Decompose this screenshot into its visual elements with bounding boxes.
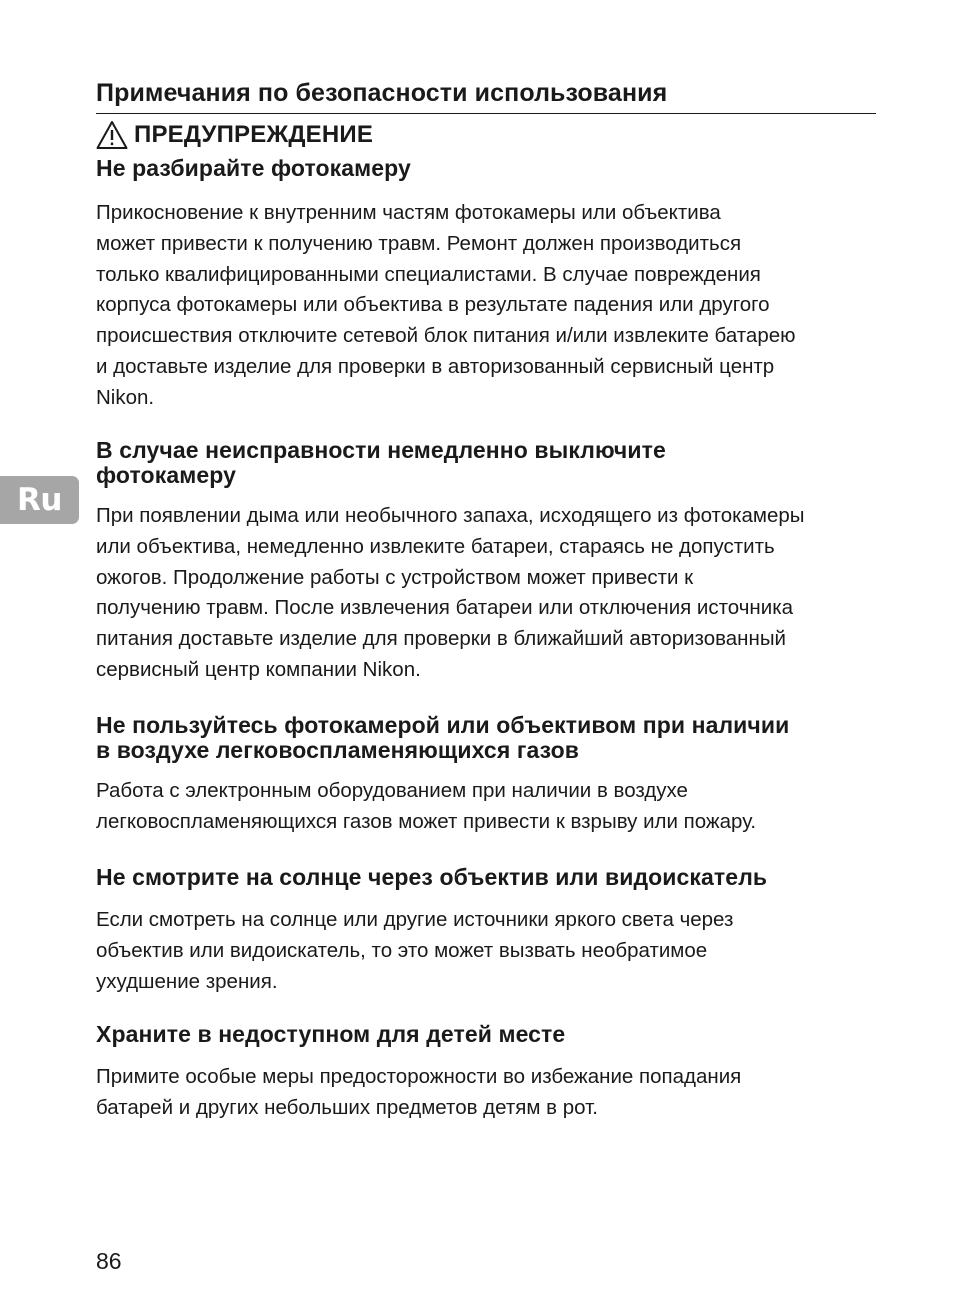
warning-triangle-icon: [96, 120, 128, 150]
section-body: Если смотреть на солнце или другие источники яркого света через объектив или видоискатель, то это может вызвать необратимое ухудшение зрения.: [96, 908, 734, 993]
section-body: Прикосновение к внутренним частям фотокамеры или объектива может привести к получению травм. Ремонт должен производиться только квалифицированными специалистами. В случае повреждения корпуса фотокамеры или объектива в результате падения или другого происшествия отключите сетевой блок питания и/или извлеките батарею и доставьте изделие для проверки в авторизованный сервисный центр Nikon.: [96, 201, 796, 409]
warning-label: ПРЕДУПРЕЖДЕНИЕ: [134, 121, 374, 148]
language-tab-label: Ru: [17, 482, 62, 518]
warning-header: [96, 118, 373, 152]
section-body: Работа с электронным оборудованием при наличии в воздухе легковоспламеняющихся газов может привести к взрыву или пожару.: [96, 779, 757, 833]
section-malfunction: [96, 438, 886, 686]
language-tab: [0, 476, 79, 524]
section-flammable-gas: [96, 713, 886, 838]
section-disassembly: [96, 156, 886, 414]
section-body: При появлении дыма или необычного запаха, исходящего из фотокамеры или объектива, немедленно извлеките батареи, стараясь не допустить ожогов. Продолжение работы с устройством может привести к получению травм. После извлечения батареи или отключения источника питания доставьте изделие для проверки в ближайший авторизованный сервисный центр компании Nikon.: [96, 504, 805, 681]
page-number: 86: [96, 1248, 122, 1274]
section-sun: [96, 865, 886, 997]
section-heading: Не смотрите на солнце через объектив или видоискатель: [96, 864, 768, 890]
section-heading: Не пользуйтесь фотокамерой или объективом при наличии в воздухе легковоспламеняющихся газов: [96, 712, 790, 763]
section-children: [96, 1022, 886, 1124]
page-title: Примечания по безопасности использования: [96, 76, 876, 114]
section-heading: Не разбирайте фотокамеру: [96, 155, 411, 181]
section-heading: В случае неисправности немедленно выключите фотокамеру: [96, 437, 666, 488]
section-body: Примите особые меры предосторожности во избежание попадания батарей и других небольших предметов детям в рот.: [96, 1065, 742, 1119]
section-heading: Храните в недоступном для детей месте: [96, 1021, 566, 1047]
